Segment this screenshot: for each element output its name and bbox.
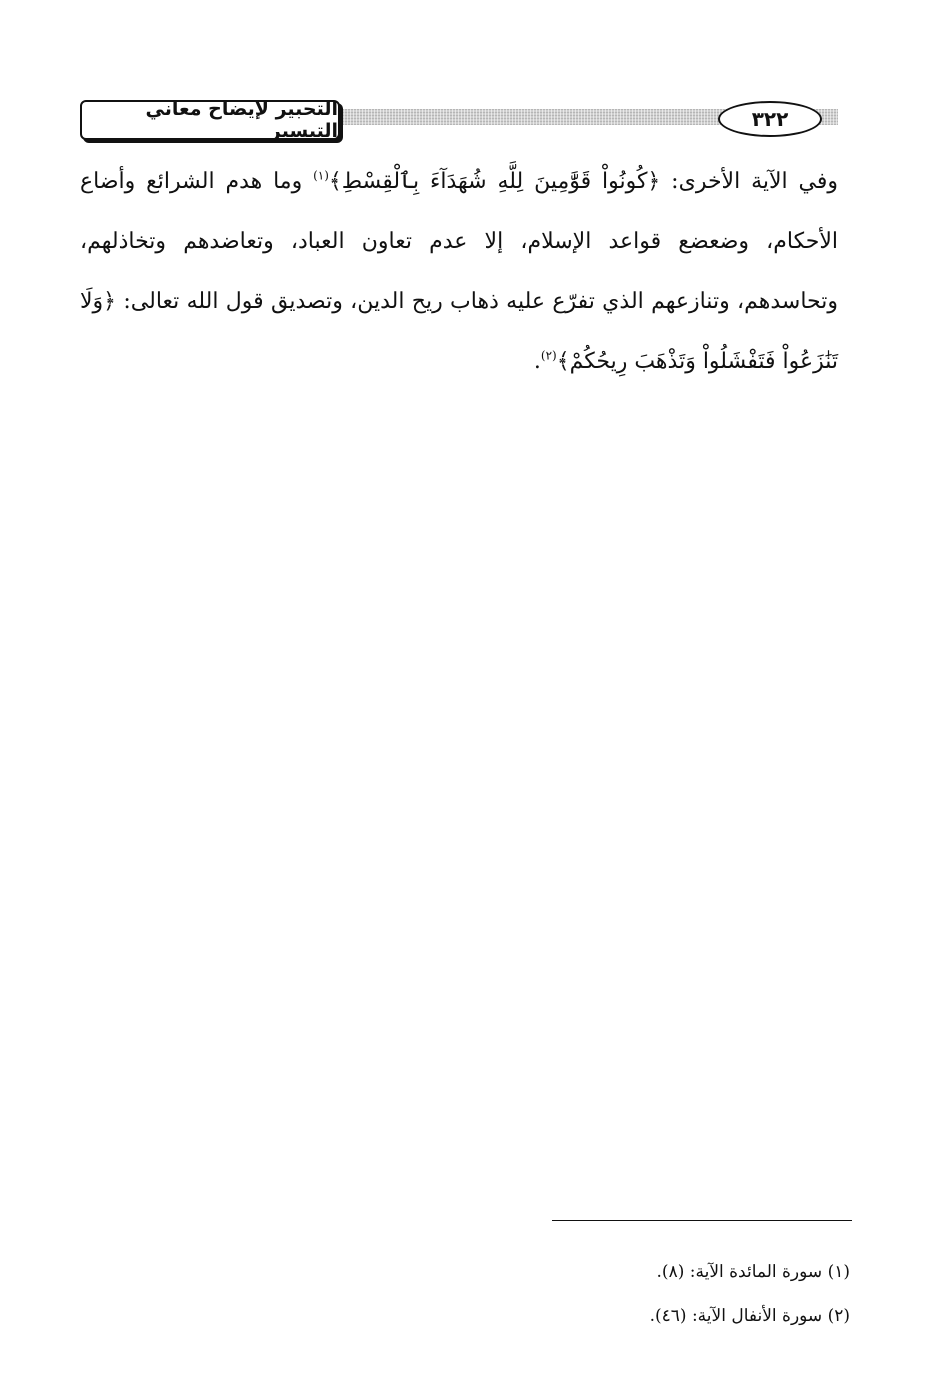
paragraph — [80, 152, 838, 392]
footnote-reference: (٢) — [540, 348, 557, 363]
text-segment: وفي الآية الأخرى: — [660, 169, 838, 194]
footnote: (٢) سورة الأنفال الآية: (٤٦). — [649, 1306, 850, 1326]
footnotes — [560, 1250, 850, 1338]
book-title: التحبير لإيضاح معاني التيسير — [80, 100, 340, 140]
page-number: ٣٢٢ — [718, 101, 822, 137]
footnote: (١) سورة المائدة الآية: (٨). — [656, 1262, 850, 1282]
footnote-divider — [552, 1220, 852, 1221]
text-segment: وما هدم الشرائع وأضاع الأحكام، وضعضع قواعد الإسلام، إلا عدم تعاون العباد، وتعاضدهم وتخاذلهم، وتحاسدهم، وتنازعهم الذي تفرّع عليه ذهاب ريح الدين، وتصديق قول الله تعالى: — [80, 169, 838, 314]
footnote-reference: (١) — [313, 168, 329, 183]
main-text — [80, 152, 838, 392]
text-segment: . — [533, 349, 541, 374]
quran-verse: ﴿كُونُواْ قَوَّٰمِينَ لِلَّهِ شُهَدَآءَ بِٱلْقِسْطِ﴾ — [328, 169, 661, 194]
quran-verse: ﴿وَلَا تَنَٰزَعُواْ فَتَفْشَلُواْ وَتَذْهَبَ رِيحُكُمْ﴾ — [80, 289, 838, 374]
page-header — [80, 100, 838, 140]
